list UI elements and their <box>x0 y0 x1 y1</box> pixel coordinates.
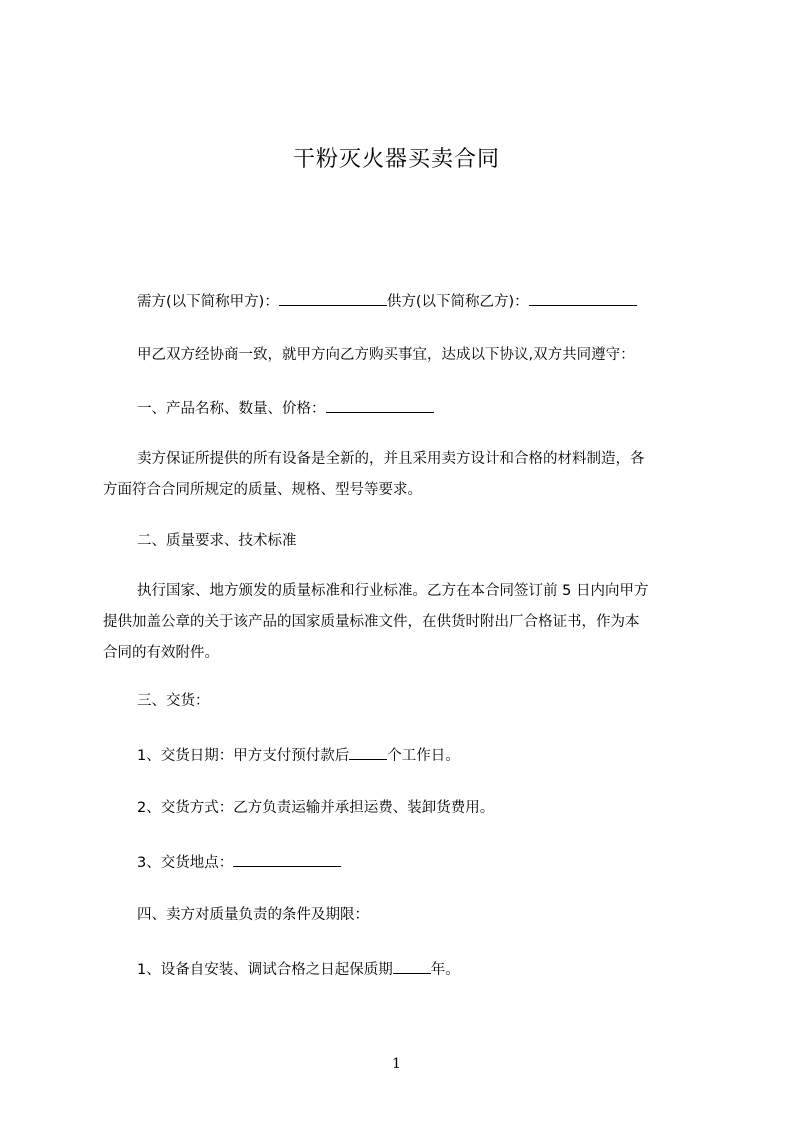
seller-blank <box>529 291 637 306</box>
section4-heading: 四、卖方对质量负责的条件及期限： <box>137 907 369 923</box>
section1-para-line-1: 卖方保证所提供的所有设备是全新的，并且采用卖方设计和合格的材料制造，各 <box>137 451 645 467</box>
section3-heading: 三、交货： <box>137 693 210 709</box>
document-title: 干粉灭火器买卖合同 <box>292 147 500 172</box>
product-blank <box>326 398 434 413</box>
buyer-blank <box>279 291 387 306</box>
section2-para-line-3: 合同的有效附件。 <box>103 645 219 661</box>
delivery-location-label: 3、交货地点： <box>137 855 234 871</box>
section4-item-1 <box>137 959 460 980</box>
buyer-label: 需方(以下简称甲方)： <box>137 294 279 310</box>
page-number: 1 <box>392 1056 401 1072</box>
delivery-date-prefix: 1、交货日期：甲方支付预付款后 <box>137 748 350 764</box>
parties-line <box>137 291 637 312</box>
section3-item-1 <box>137 745 460 766</box>
section2-paragraph <box>103 576 700 669</box>
section3-item-3 <box>137 852 341 873</box>
delivery-days-blank <box>349 745 387 760</box>
section1-heading-text: 一、产品名称、数量、价格： <box>137 401 326 417</box>
seller-label: 供方(以下简称乙方)： <box>386 294 529 310</box>
section1-heading <box>137 398 434 419</box>
warranty-suffix: 年。 <box>430 962 460 978</box>
delivery-date-suffix: 个工作日。 <box>387 748 460 764</box>
section2-heading: 二、质量要求、技术标准 <box>137 533 297 549</box>
warranty-years-blank <box>393 959 431 974</box>
warranty-prefix: 1、设备自安装、调试合格之日起保质期 <box>137 962 393 978</box>
section3-item-2: 2、交货方式：乙方负责运输并承担运费、装卸货费用。 <box>137 800 495 816</box>
section2-para-line-2: 提供加盖公章的关于该产品的国家质量标准文件，在供货时附出厂合格证书，作为本 <box>103 614 640 630</box>
delivery-location-blank <box>233 852 341 867</box>
section1-paragraph <box>103 444 700 506</box>
section1-para-line-2: 方面符合合同所规定的质量、规格、型号等要求。 <box>103 482 422 498</box>
intro-line: 甲乙双方经协商一致，就甲方向乙方购买事宜，达成以下协议,双方共同遵守： <box>137 347 635 363</box>
section2-para-line-1: 执行国家、地方颁发的质量标准和行业标准。乙方在本合同签订前 5 日内向甲方 <box>137 583 649 599</box>
